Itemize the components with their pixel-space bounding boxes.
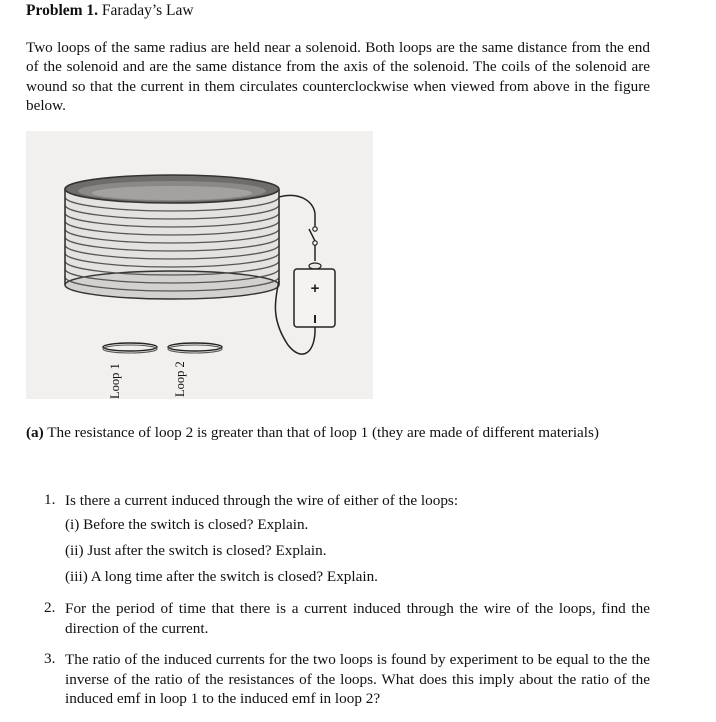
question-1-number: 1. (44, 491, 56, 508)
solenoid-figure (26, 131, 373, 399)
question-3-number: 3. (44, 650, 56, 667)
question-1-sub-iii: (iii) A long time after the switch is closed? Explain. (65, 568, 378, 585)
problem-title: Faraday’s Law (101, 2, 194, 19)
upper-wire (279, 195, 315, 227)
problem-heading (26, 2, 194, 20)
switch-icon (309, 227, 317, 261)
part-a (26, 423, 650, 442)
problem-intro: Two loops of the same radius are held near a solenoid. Both loops are the same distance from the end of the solenoid and are the same distance from the axis of the solenoid. The coils of the solenoid are wound so that the current in them circulates counterclockwise when viewed from above in the figure below. (26, 39, 650, 114)
question-1-sub-i: (i) Before the switch is closed? Explain. (65, 516, 309, 533)
loop-2-label: Loop 2 (173, 361, 187, 397)
loop-2-wire-loop-icon (168, 343, 222, 353)
question-2-number: 2. (44, 599, 56, 616)
question-1-sub-ii: (ii) Just after the switch is closed? Explain. (65, 542, 327, 559)
problem-label: Problem 1. (26, 2, 99, 19)
solenoid-coil-icon (65, 175, 280, 299)
battery-icon (294, 263, 335, 327)
battery-plus-sign: + (310, 280, 320, 297)
question-1-text: Is there a current induced through the wire of either of the loops: (65, 492, 459, 509)
part-a-label: (a) (26, 424, 44, 441)
loop-1-label: Loop 1 (108, 363, 122, 399)
question-2-text: For the period of time that there is a current induced through the wire of the loops, find the direction of the current. (65, 600, 650, 637)
question-3-text: The ratio of the induced currents for the two loops is found by experiment to be equal to the the inverse of the ratio of the resistances of the loops. What does this imply about the ratio of the induced emf in loop 1 to the induced emf in loop 2? (65, 651, 650, 708)
loop-1-wire-loop-icon (103, 343, 157, 353)
solenoid-diagram (26, 131, 373, 399)
part-a-text: The resistance of loop 2 is greater than that of loop 1 (they are made of different materials) (47, 424, 599, 441)
